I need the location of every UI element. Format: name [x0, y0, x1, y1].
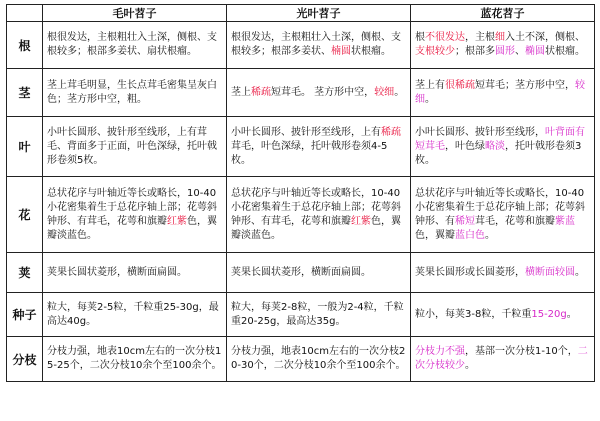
row-label-stem: 茎 [7, 69, 43, 117]
highlight-text: 稀疏 [251, 86, 271, 98]
cell-branch-blue: 分枝力不强，基部一次分枝1-10个，二次分枝较少。 [411, 337, 595, 382]
table-row-stem [7, 69, 595, 117]
cell-flower-smooth: 总状花序与叶轴近等长或略长，10-40小花密集着生于总花序轴上部；花萼斜钟形、有茸毛，花萼和旗瓣红紫色，翼瓣淡蓝色。 [227, 177, 411, 253]
table-row-pod [7, 253, 595, 293]
highlight-text: 支根较少 [415, 46, 455, 57]
cell-stem-blue: 茎上有很稀疏短茸毛；茎方形中空，较细。 [411, 69, 595, 117]
highlight-text: 15-20g [531, 308, 567, 320]
highlight-text: 不很发达 [425, 32, 465, 43]
cell-seed-blue: 粒小，每荚3-8粒，千粒重15-20g。 [411, 293, 595, 337]
row-label-flower: 花 [7, 177, 43, 253]
cell-stem-hairy: 茎上茸毛明显，生长点茸毛密集呈灰白色；茎方形中空，粗。 [43, 69, 227, 117]
vetch-comparison-table [6, 4, 595, 382]
row-label-leaf: 叶 [7, 117, 43, 177]
table-row-flower [7, 177, 595, 253]
column-header-blue-vetch: 蓝花苕子 [411, 5, 595, 22]
highlight-text: 横断面较圆 [525, 266, 575, 278]
cell-root-hairy: 根很发达，主根粗壮入土深，侧根、支根较多；根部多姜状、扇状根瘤。 [43, 22, 227, 69]
cell-branch-hairy: 分枝力强，地表10cm左右的一次分枝15-25个，二次分枝10余个至100余个。 [43, 337, 227, 382]
row-label-branch: 分枝 [7, 337, 43, 382]
highlight-text: 楠圆 [331, 46, 351, 57]
table-row-leaf [7, 117, 595, 177]
highlight-text: 蓝白色 [455, 229, 485, 241]
highlight-text: 稀短 [455, 215, 475, 227]
highlight-text: 稀疏 [381, 126, 401, 138]
cell-pod-smooth: 荚果长圆状菱形，横断面扁圆。 [227, 253, 411, 293]
highlight-text: 圆形 [495, 46, 515, 57]
table-row-root [7, 22, 595, 69]
cell-leaf-blue: 小叶长圆形、披针形至线形，叶背面有短茸毛，叶色绿略淡，托叶戟形卷须3枚。 [411, 117, 595, 177]
highlight-text: 较细 [415, 79, 585, 105]
row-label-root: 根 [7, 22, 43, 69]
row-label-pod: 荚 [7, 253, 43, 293]
highlight-text: 紫蓝 [555, 215, 575, 227]
cell-leaf-hairy: 小叶长圆形、披针形至线形，上有茸毛、背面多于正面，叶色深绿，托叶戟形卷须5枚。 [43, 117, 227, 177]
cell-branch-smooth: 分枝力强，地表10cm左右的一次分枝20-30个，二次分枝10余个至100余个。 [227, 337, 411, 382]
highlight-text: 红紫 [351, 215, 371, 227]
cell-seed-smooth: 粒大，每荚2-8粒，一般为2-4粒，千粒重20-25g，最高达35g。 [227, 293, 411, 337]
highlight-text: 略淡 [485, 140, 505, 152]
highlight-text: 红紫 [167, 215, 187, 227]
highlight-text: 细 [495, 32, 505, 43]
table-row-seed [7, 293, 595, 337]
highlight-text: 分枝力不强 [415, 346, 465, 357]
cell-pod-blue: 荚果长圆形或长圆菱形，横断面较圆。 [411, 253, 595, 293]
header-row [7, 5, 595, 22]
corner-cell [7, 5, 43, 22]
highlight-text: 二次分枝较少 [415, 346, 588, 371]
cell-flower-blue: 总状花序与叶轴近等长或略长，10-40小花密集着生于总花序轴上部；花萼斜钟形、有稀短茸毛，花萼和旗瓣紫蓝色，翼瓣蓝白色。 [411, 177, 595, 253]
highlight-text: 椭圆 [525, 46, 545, 57]
cell-flower-hairy: 总状花序与叶轴近等长或略长，10-40小花密集着生于总花序轴上部；花萼斜钟形、有茸毛，花萼和旗瓣红紫色，翼瓣淡蓝色。 [43, 177, 227, 253]
cell-seed-hairy: 粒大，每荚2-5粒，千粒重25-30g，最高达40g。 [43, 293, 227, 337]
cell-pod-hairy: 荚果长圆状菱形，横断面扁圆。 [43, 253, 227, 293]
row-label-seed: 种子 [7, 293, 43, 337]
column-header-hairy-vetch: 毛叶苕子 [43, 5, 227, 22]
column-header-smooth-vetch: 光叶苕子 [227, 5, 411, 22]
cell-stem-smooth: 茎上稀疏短茸毛。 茎方形中空，较细。 [227, 69, 411, 117]
cell-root-smooth: 根很发达，主根粗壮入土深，侧根、支根较多；根部多姜状、楠圆状根瘤。 [227, 22, 411, 69]
cell-leaf-smooth: 小叶长圆形、披针形至线形，上有稀疏茸毛，叶色深绿，托叶戟形卷须4-5枚。 [227, 117, 411, 177]
highlight-text: 很稀疏 [445, 79, 475, 91]
highlight-text: 叶背面有短茸毛 [415, 126, 585, 152]
table-row-branch [7, 337, 595, 382]
cell-root-blue: 根不很发达，主根细入土不深，侧根、支根较少；根部多圆形、椭圆状根瘤。 [411, 22, 595, 69]
highlight-text: 较细 [374, 86, 395, 98]
